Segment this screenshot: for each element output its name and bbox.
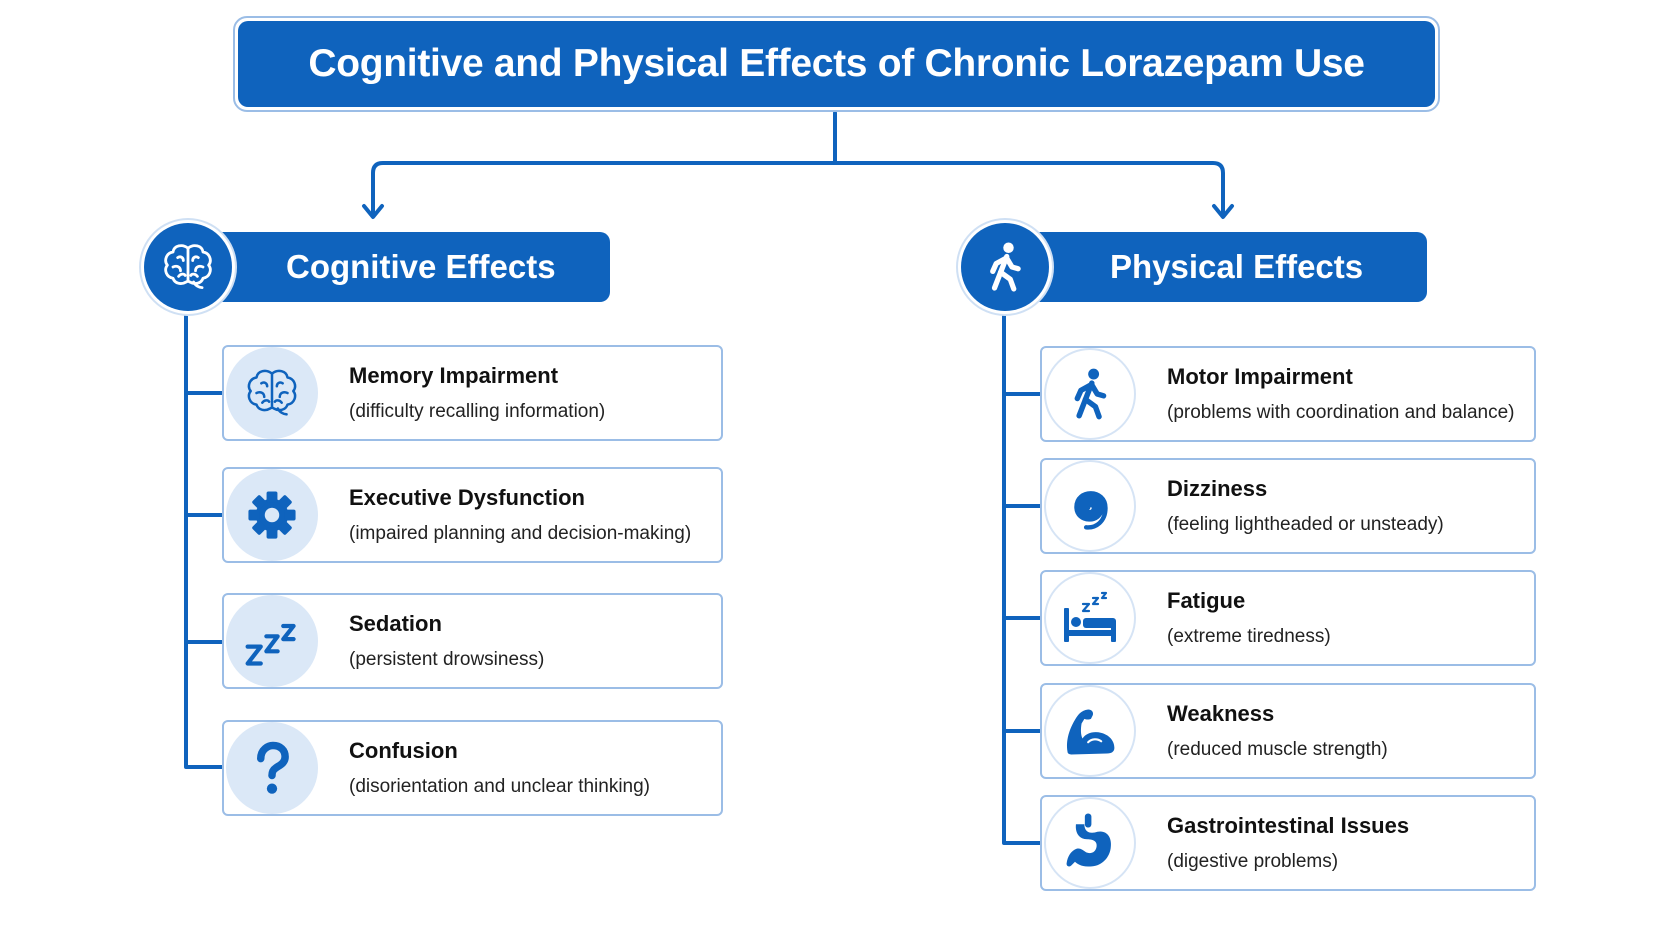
- effect-card-sedation: [222, 593, 723, 689]
- stomach-icon: [1044, 797, 1136, 889]
- effect-title: Weakness: [1167, 701, 1275, 726]
- effect-card-memory-impairment: [222, 345, 723, 441]
- effect-card-weakness: [1040, 683, 1536, 779]
- effect-description: (persistent drowsiness): [349, 649, 545, 670]
- page-title: Cognitive and Physical Effects of Chronic Lorazepam Use: [308, 42, 1365, 85]
- effect-description: (extreme tiredness): [1167, 626, 1331, 647]
- gear-icon: [226, 469, 318, 561]
- arrow-head-right: [1214, 206, 1232, 217]
- effect-card-fatigue: [1040, 570, 1536, 666]
- effect-card-dizziness: [1040, 458, 1536, 554]
- effect-title: Memory Impairment: [349, 363, 559, 388]
- effect-card-executive-dysfunction: [222, 467, 723, 563]
- effect-title: Dizziness: [1167, 476, 1268, 501]
- cognitive-category-title: Cognitive Effects: [286, 248, 556, 285]
- cognitive-header-bar: [188, 232, 610, 302]
- effect-description: (feeling lightheaded or unsteady): [1167, 514, 1444, 535]
- physical-spine-line: [1004, 312, 1040, 843]
- effect-card-confusion: [222, 720, 723, 816]
- arrow-head-left: [364, 206, 382, 217]
- branch-line-left: [373, 163, 835, 215]
- title-banner: [238, 21, 1435, 107]
- effect-description: (problems with coordination and balance): [1167, 402, 1515, 423]
- zzz-icon: [226, 595, 318, 687]
- title-box: [233, 16, 1440, 112]
- effect-card-motor-impairment: [1040, 346, 1536, 442]
- physical-walking-person-icon: [961, 223, 1049, 311]
- spiral-icon: [1044, 460, 1136, 552]
- cognitive-spine-line: [186, 312, 222, 767]
- branch-line-right: [835, 163, 1223, 215]
- physical-header-bar: [1010, 232, 1427, 302]
- walking-person-icon: [1044, 348, 1136, 440]
- flexed-arm-icon: [1044, 685, 1136, 777]
- effect-title: Gastrointestinal Issues: [1167, 813, 1410, 838]
- cognitive-brain-icon: [144, 223, 232, 311]
- physical-category-title: Physical Effects: [1110, 248, 1364, 285]
- effect-description: (digestive problems): [1167, 851, 1339, 872]
- effect-title: Fatigue: [1167, 588, 1246, 613]
- effect-card-gastrointestinal-issues: [1040, 795, 1536, 891]
- effect-description: (reduced muscle strength): [1167, 739, 1388, 760]
- effect-title: Confusion: [349, 738, 458, 763]
- question-mark-icon: [226, 722, 318, 814]
- brain-icon: [226, 347, 318, 439]
- bed-icon: [1044, 572, 1136, 664]
- effect-title: Executive Dysfunction: [349, 485, 585, 510]
- effect-description: (difficulty recalling information): [349, 401, 606, 422]
- effect-title: Motor Impairment: [1167, 364, 1353, 389]
- effect-description: (impaired planning and decision-making): [349, 523, 692, 544]
- effect-title: Sedation: [349, 611, 442, 636]
- effect-description: (disorientation and unclear thinking): [349, 776, 651, 797]
